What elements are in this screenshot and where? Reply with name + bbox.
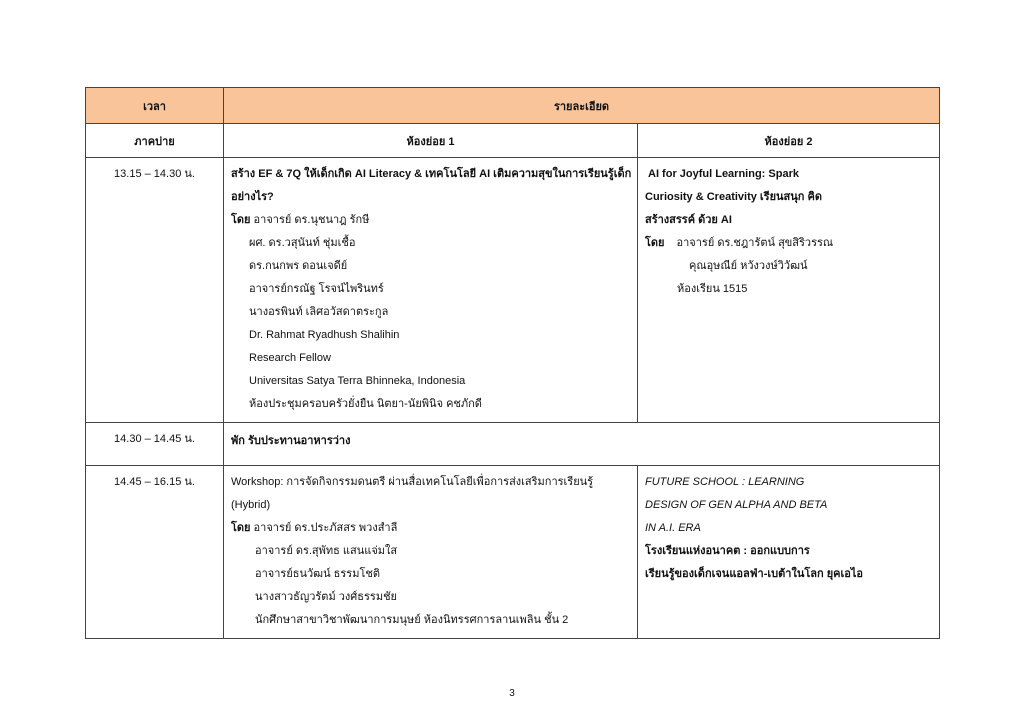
subheader-room2: ห้องย่อย 2 — [638, 124, 940, 158]
room1-cell — [224, 158, 638, 423]
speaker-name: นางอรพินท์ เลิศอวัสดาตระกูล — [249, 306, 389, 318]
page-number: 3 — [509, 688, 515, 699]
speaker-affiliation: Universitas Satya Terra Bhinneka, Indonesia — [249, 375, 466, 387]
by-label: โดย — [645, 237, 665, 249]
speaker-name: อาจารย์กรณัฐ โรจน์ไพรินทร์ — [249, 283, 384, 295]
room2-cell — [638, 466, 940, 639]
session-title: AI for Joyful Learning: Spark — [648, 168, 799, 180]
time-cell: 14.30 – 14.45 น. — [86, 423, 224, 466]
subheader-room1: ห้องย่อย 1 — [224, 124, 638, 158]
speaker-name: อาจารย์ ดร.สุพัทธ แสนแจ่มใส — [255, 545, 398, 557]
subheader-row — [86, 124, 940, 158]
break-label: พัก รับประทานอาหารว่าง — [231, 435, 351, 447]
header-details: รายละเอียด — [224, 88, 940, 124]
speaker-line — [231, 517, 631, 540]
room1-cell — [224, 466, 638, 639]
speaker-name: Dr. Rahmat Ryadhush Shalihin — [249, 329, 400, 341]
by-label: โดย — [231, 522, 251, 534]
speaker-name: คุณอุษณีย์ หวังวงษ์วิวัฒน์ — [689, 260, 808, 272]
speaker-name: นางสาวธัญวรัตม์ วงศ์ธรรมชัย — [255, 591, 397, 603]
session-title: Workshop: การจัดกิจกรรมดนตรี ผ่านสื่อเทคโนโลยีเพื่อการส่งเสริมการเรียนรู้ — [231, 476, 594, 488]
time-cell: 13.15 – 14.30 น. — [86, 158, 224, 423]
room2-cell — [638, 158, 940, 423]
by-label: โดย — [231, 214, 251, 226]
speaker-line — [645, 232, 933, 255]
session-title: สร้างสรรค์ ด้วย AI — [645, 214, 732, 226]
speaker-name: อาจารย์ ดร.ชฎารัตน์ สุขสิริวรรณ — [676, 237, 834, 249]
subheader-period: ภาคบ่าย — [86, 124, 224, 158]
session-title-en: IN A.I. ERA — [645, 522, 701, 534]
session-title-th: เรียนรู้ของเด็กเจนแอลฟ่า-เบต้าในโลก ยุคเอไอ — [645, 568, 864, 580]
session-title: Curiosity & Creativity เรียนสนุก คิด — [645, 191, 823, 203]
header-time: เวลา — [86, 88, 224, 124]
speaker-name: อาจารย์ ดร.นุชนาฎ รักษี — [250, 214, 370, 226]
session-title-en: FUTURE SCHOOL : LEARNING — [645, 476, 805, 488]
break-cell — [224, 423, 940, 466]
table-row — [86, 158, 940, 423]
session-title-en: DESIGN OF GEN ALPHA AND BETA — [645, 499, 828, 511]
speaker-name: ผศ. ดร.วสุนันท์ ชุ่มเชื้อ — [249, 237, 356, 249]
speaker-name: อาจารย์ธนวัฒน์ ธรรมโชติ — [255, 568, 380, 580]
table-row — [86, 423, 940, 466]
table-row — [86, 466, 940, 639]
session-title-th: โรงเรียนแห่งอนาคต : ออกแบบการ — [645, 545, 810, 557]
speaker-title: Research Fellow — [249, 352, 331, 364]
speaker-name: ดร.กนกพร ดอนเจดีย์ — [249, 260, 348, 272]
header-row — [86, 88, 940, 124]
session-title: (Hybrid) — [231, 499, 271, 511]
speaker-name: อาจารย์ ดร.ประภัสสร พวงสำลี — [250, 522, 398, 534]
room-location: ห้องเรียน 1515 — [677, 283, 748, 295]
schedule-table — [85, 87, 940, 639]
room-location: ห้องประชุมครอบครัวยั่งยืน นิตยา-นัยพินิจ คชภักดี — [249, 398, 482, 410]
session-title: อย่างไร? — [231, 191, 274, 203]
session-title: สร้าง EF & 7Q ให้เด็กเกิด AI Literacy & เทคโนโลยี AI เติมความสุขในการเรียนรู้เด็ก — [231, 168, 631, 180]
time-cell: 14.45 – 16.15 น. — [86, 466, 224, 639]
speaker-affiliation: นักศึกษาสาขาวิชาพัฒนาการมนุษย์ ห้องนิทรรศการลานเพลิน ชั้น 2 — [255, 614, 569, 626]
speaker-line — [231, 209, 631, 232]
